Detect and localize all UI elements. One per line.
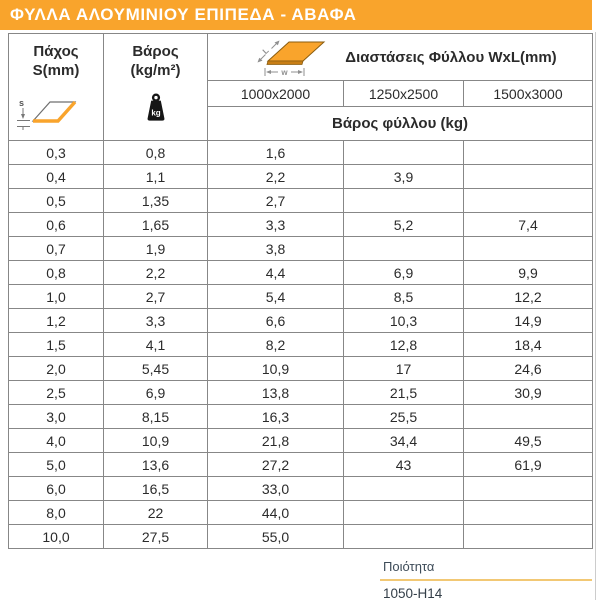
table-cell: 2,2: [208, 165, 344, 189]
weight-kg-label: kg: [150, 108, 161, 117]
table-cell: 3,3: [208, 213, 344, 237]
table-cell: 16,3: [208, 405, 344, 429]
table-cell: 1,65: [104, 213, 208, 237]
table-row: [9, 429, 593, 453]
table-row: [9, 477, 593, 501]
table-cell: 8,0: [9, 501, 104, 525]
table-cell: 25,5: [344, 405, 464, 429]
table-cell: [344, 477, 464, 501]
table-row: [9, 237, 593, 261]
table-row: [9, 453, 593, 477]
table-row: [9, 285, 593, 309]
sheet-width-label: w: [281, 68, 288, 77]
table-cell: 6,9: [344, 261, 464, 285]
table-cell: 12,8: [344, 333, 464, 357]
weight-kg-icon: [143, 93, 169, 122]
weight-header-line2: (kg/m²): [130, 61, 181, 79]
table-row: [9, 525, 593, 549]
table-row: [9, 189, 593, 213]
table-cell: [464, 165, 593, 189]
table-cell: 4,0: [9, 429, 104, 453]
table-cell: 2,7: [208, 189, 344, 213]
table-row: [9, 141, 593, 165]
table-cell: 0,6: [9, 213, 104, 237]
col-header-dimensions: [208, 34, 593, 81]
col-header-size-1250x2500: 1250x2500: [344, 81, 464, 107]
weight-header-line1: Βάρος: [132, 43, 179, 60]
table-cell: 0,3: [9, 141, 104, 165]
table-cell: 49,5: [464, 429, 593, 453]
table-cell: 10,9: [104, 429, 208, 453]
table-cell: 12,2: [464, 285, 593, 309]
table-cell: 3,0: [9, 405, 104, 429]
table-cell: [344, 525, 464, 549]
thickness-header-line2: S(mm): [32, 61, 80, 79]
table-cell: 0,4: [9, 165, 104, 189]
table-cell: 2,0: [9, 357, 104, 381]
table-cell: 2,7: [104, 285, 208, 309]
table-cell: 1,1: [104, 165, 208, 189]
col-header-thickness: [9, 34, 104, 141]
page-edge-divider: [595, 32, 596, 600]
table-cell: 27,5: [104, 525, 208, 549]
table-row: [9, 501, 593, 525]
col-header-weight-per-m2: [104, 34, 208, 141]
col-header-size-1500x3000: 1500x3000: [464, 81, 593, 107]
table-cell: 27,2: [208, 453, 344, 477]
table-row: [9, 381, 593, 405]
table-cell: [464, 501, 593, 525]
table-cell: 13,8: [208, 381, 344, 405]
table-cell: 21,5: [344, 381, 464, 405]
table-cell: [344, 141, 464, 165]
table-cell: 1,0: [9, 285, 104, 309]
table-cell: 44,0: [208, 501, 344, 525]
table-cell: 14,9: [464, 309, 593, 333]
table-body: [9, 141, 593, 549]
table-cell: 21,8: [208, 429, 344, 453]
table-cell: 1,9: [104, 237, 208, 261]
table-cell: 5,45: [104, 357, 208, 381]
table-row: [9, 333, 593, 357]
table-cell: 3,8: [208, 237, 344, 261]
thickness-header-label: [33, 43, 80, 81]
table-cell: 17: [344, 357, 464, 381]
table-row: [9, 213, 593, 237]
table-cell: 34,4: [344, 429, 464, 453]
table-cell: 22: [104, 501, 208, 525]
table-cell: 10,9: [208, 357, 344, 381]
table-cell: 6,6: [208, 309, 344, 333]
table-cell: 5,0: [9, 453, 104, 477]
table-cell: 2,2: [104, 261, 208, 285]
table-cell: 61,9: [464, 453, 593, 477]
table-cell: [464, 525, 593, 549]
table-cell: 0,8: [9, 261, 104, 285]
table-row: [9, 261, 593, 285]
table-cell: 5,4: [208, 285, 344, 309]
quality-label: Ποιότητα: [383, 559, 435, 574]
table-cell: 2,5: [9, 381, 104, 405]
table-cell: 1,2: [9, 309, 104, 333]
table-cell: [464, 477, 593, 501]
table-row: [9, 357, 593, 381]
thickness-header-line1: Πάχος: [33, 43, 79, 60]
table-cell: 1,5: [9, 333, 104, 357]
table-cell: 0,7: [9, 237, 104, 261]
table-cell: 16,5: [104, 477, 208, 501]
table-cell: 0,5: [9, 189, 104, 213]
sheet-length-label: L: [261, 46, 271, 57]
thickness-s-label: s: [19, 97, 25, 108]
table-cell: [344, 189, 464, 213]
table-cell: 30,9: [464, 381, 593, 405]
table-cell: [464, 237, 593, 261]
table-cell: [344, 237, 464, 261]
table-cell: 3,9: [344, 165, 464, 189]
table-cell: 7,4: [464, 213, 593, 237]
table-cell: 6,0: [9, 477, 104, 501]
aluminium-sheet-table: [8, 33, 593, 549]
table-cell: 18,4: [464, 333, 593, 357]
col-header-size-1000x2000: 1000x2000: [208, 81, 344, 107]
table-cell: 55,0: [208, 525, 344, 549]
table-cell: 8,2: [208, 333, 344, 357]
table-cell: [344, 501, 464, 525]
table-cell: 1,6: [208, 141, 344, 165]
table-cell: 8,5: [344, 285, 464, 309]
page-title: ΦΥΛΛΑ ΑΛΟΥΜΙΝΙΟΥ ΕΠΙΠΕΔΑ - ΑΒΑΦΑ: [0, 0, 592, 30]
table-cell: [464, 405, 593, 429]
table-cell: 3,3: [104, 309, 208, 333]
table-cell: 4,4: [208, 261, 344, 285]
table-row: [9, 405, 593, 429]
table-cell: 6,9: [104, 381, 208, 405]
dimensions-header-label: Διαστάσεις Φύλλου WxL(mm): [345, 48, 557, 66]
table-cell: [464, 141, 593, 165]
table-cell: 8,15: [104, 405, 208, 429]
sheet-dimensions-icon: [243, 35, 331, 79]
table-cell: 1,35: [104, 189, 208, 213]
weight-header-label: [131, 43, 181, 81]
table-cell: 33,0: [208, 477, 344, 501]
table-cell: 24,6: [464, 357, 593, 381]
thickness-icon: [15, 93, 79, 131]
quality-value: 1050-H14: [383, 586, 443, 601]
table-cell: [464, 189, 593, 213]
table-cell: 13,6: [104, 453, 208, 477]
table-cell: 10,0: [9, 525, 104, 549]
table-cell: 4,1: [104, 333, 208, 357]
sheet-weight-header: Βάρος φύλλου (kg): [208, 107, 593, 141]
table-row: [9, 309, 593, 333]
quality-footer: [380, 559, 592, 601]
table-cell: 9,9: [464, 261, 593, 285]
table-cell: 5,2: [344, 213, 464, 237]
table-cell: 10,3: [344, 309, 464, 333]
table-cell: 43: [344, 453, 464, 477]
table-cell: 0,8: [104, 141, 208, 165]
table-row: [9, 165, 593, 189]
